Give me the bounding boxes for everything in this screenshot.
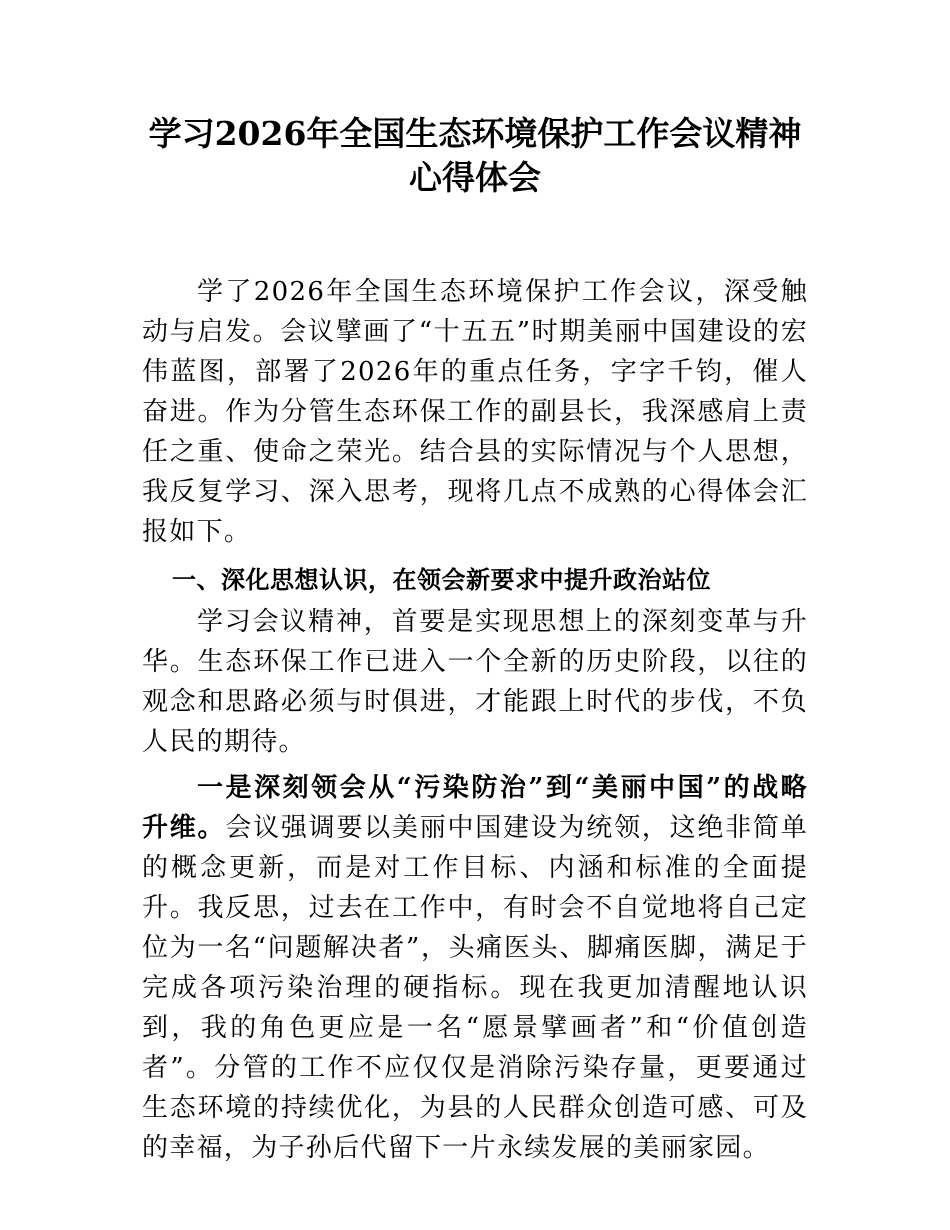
section-paragraph: 学习会议精神，首要是实现思想上的深刻变革与升华。生态环保工作已进入一个全新的历史阶段，以往的观念和思路必须与时俱进，才能跟上时代的步伐，不负人民的期待。: [142, 607, 808, 757]
intro-paragraph: 学了2026年全国生态环境保护工作会议，深受触动与启发。会议擘画了“十五五”时期美丽中国建设的宏伟蓝图，部署了2026年的重点任务，字字千钧，催人奋进。作为分管生态环保工作的副县长，我深感肩上责任之重、使命之荣光。结合县的实际情况与个人思想，我反复学习、深入思考，现将几点不成熟的心得体会汇报如下。: [142, 277, 808, 547]
section-heading: 一、深化思想认识，在领会新要求中提升政治站位: [172, 566, 711, 594]
title-line-2: 心得体会: [409, 158, 541, 197]
point-text: 会议强调要以美丽中国建设为统领，这绝非简单的概念更新，而是对工作目标、内涵和标准的全面提升。我反思，过去在工作中，有时会不自觉地将自己定位为一名“问题解决者”，头痛医头、脚痛医脚，满足于完成各项污染治理的硬指标。现在我更加清醒地认识到，我的角色更应是一名“愿景擘画者”和“价值创造者”。分管的工作不应仅仅是消除污染存量，更要通过生态环境的持续优化，为县的人民群众创造可感、可及的幸福，为子孙后代留下一片永续发展的美丽家园。: [142, 813, 808, 1163]
point-lead: 一是深刻领会从“污染防治”到“美丽中国”的战略升维。: [142, 773, 808, 843]
document-page: [142, 112, 808, 1168]
document-title: [142, 112, 808, 200]
point-paragraph: [142, 768, 808, 1168]
title-line-1: 学习2026年全国生态环境保护工作会议精神: [148, 114, 802, 153]
document-body: [142, 272, 808, 1168]
